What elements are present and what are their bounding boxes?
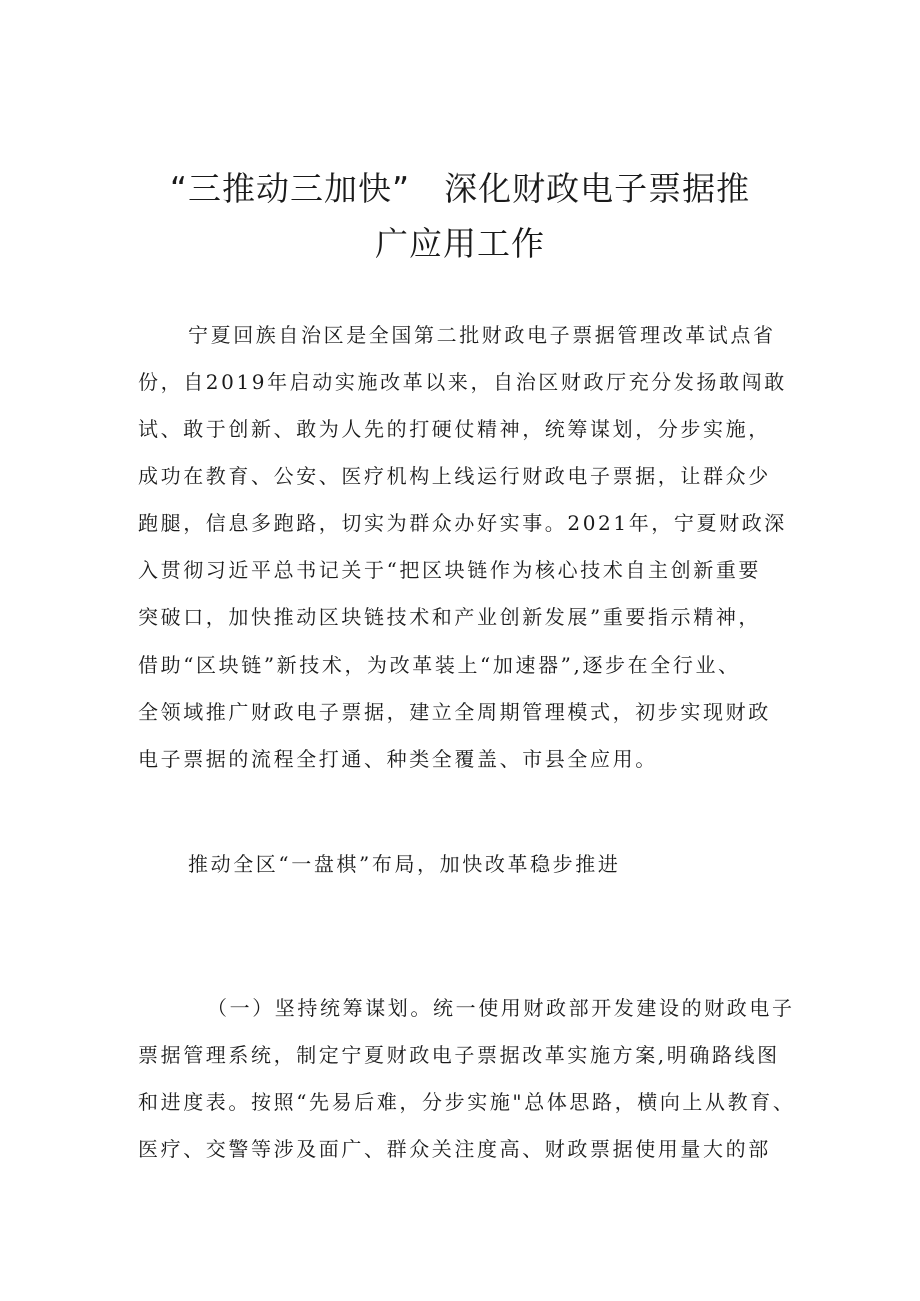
intro-line-6: 入贯彻习近平总书记关于“把区块链作为核心技术自主创新重要 [138,558,762,582]
section-heading: 推动全区“一盘棋”布局，加快改革稳步推进 [188,852,621,876]
intro-line-1: 宁夏回族自治区是全国第二批财政电子票据管理改革试点省 [188,323,776,347]
intro-line-4: 成功在教育、公安、医疗机构上线运行财政电子票据，让群众少 [138,464,771,488]
intro-line-8: 借助“区块链”新技术，为改革装上“加速器”,逐步在全行业、 [138,653,741,677]
document-title-line-2: 广应用工作 [375,224,545,263]
intro-line-9: 全领域推广财政电子票据，建立全周期管理模式，初步实现财政 [138,700,771,724]
subsection-line-1: （一）坚持统筹谋划。统一使用财政部开发建设的财政电子 [207,996,795,1020]
subsection-line-4: 医疗、交警等涉及面广、群众关注度高、财政票据使用量大的部 [138,1137,771,1161]
subsection-line-3: 和进度表。按照“先易后难，分步实施"总体思路，横向上从教育、 [138,1090,796,1114]
document-title-line-1: “三推动三加快” 深化财政电子票据推 [169,169,751,208]
intro-line-5: 跑腿，信息多跑路，切实为群众办好实事。2021年，宁夏财政深 [138,511,787,535]
subsection-line-2: 票据管理系统，制定宁夏财政电子票据改革实施方案,明确路线图 [138,1043,780,1067]
intro-line-3: 试、敢于创新、敢为人先的打硬仗精神，统筹谋划，分步实施， [138,417,771,441]
intro-line-10: 电子票据的流程全打通、种类全覆盖、市县全应用。 [138,747,658,771]
intro-line-2: 份，自2019年启动实施改革以来，自治区财政厅充分发扬敢闯敢 [138,370,787,394]
intro-line-7: 突破口，加快推动区块链技术和产业创新发展”重要指示精神， [138,605,762,629]
